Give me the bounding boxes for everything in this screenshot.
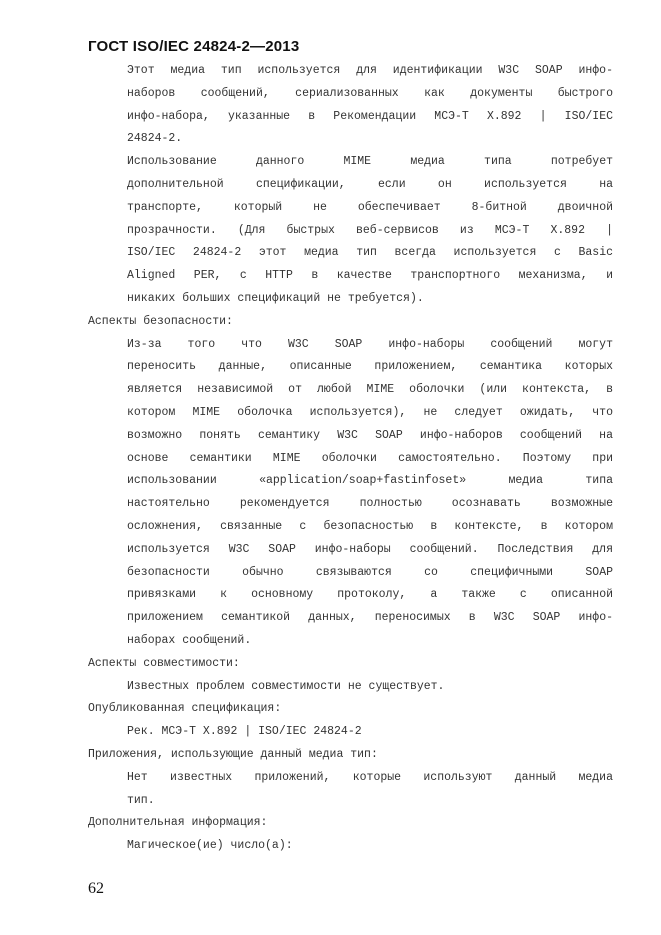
section-heading: Приложения, использующие данный медиа тип: — [88, 748, 378, 761]
body-text-line: тип. — [127, 793, 155, 807]
body-text-line: возможно понять семантику W3C SOAP инфо-наборов сообщений на — [127, 428, 613, 442]
body-text-line: инфо-набора, указанные в Рекомендации МСЭ-Т Х.892 | ISO/IEC — [127, 109, 613, 123]
body-text-line: наборах сообщений. — [127, 634, 252, 647]
body-text-line: ISO/IEC 24824-2 этот медиа тип всегда используется с Basic — [127, 246, 613, 260]
body-text-line: наборов сообщений, сериализованных как документы быстрого — [127, 86, 613, 100]
body-text-line: Aligned PER, с HTTP в качестве транспортного механизма, и — [127, 269, 613, 283]
body-text-line: безопасности обычно связываются со специфичными SOAP — [127, 565, 613, 579]
body-text-line: Использование данного MIME медиа типа потребует — [127, 155, 613, 169]
body-text-line: дополнительной спецификации, если он используется на — [127, 178, 613, 191]
body-text-line: является независимой от любой MIME оболочки (или контекста, в — [127, 383, 613, 397]
body-text-line: использовании «application/soap+fastinfoset» медиа типа — [127, 474, 613, 488]
body-text-line: никаких больших спецификаций не требуется). — [127, 292, 424, 305]
body-text-line: Из-за того что W3C SOAP инфо-наборы сообщений могут — [127, 337, 613, 351]
body-text-line: приложением семантикой данных, переносимых в W3C SOAP инфо- — [127, 611, 613, 625]
body-text-line: Нет известных приложений, которые используют данный медиа — [127, 770, 613, 784]
body-text-line: транспорте, который не обеспечивает 8-битной двоичной — [127, 200, 613, 214]
section-heading: Дополнительная информация: — [88, 816, 268, 830]
body-text-line: Магическое(ие) число(а): — [127, 839, 293, 853]
body-text-line: Рек. МСЭ-Т Х.892 | ISO/IEC 24824-2 — [127, 725, 362, 739]
body-text-line: основе семантики MIME оболочки самостоятельно. Поэтому при — [127, 451, 613, 465]
body-text-line: осложнения, связанные с безопасностью в контексте, в котором — [127, 520, 613, 533]
section-heading: Аспекты совместимости: — [88, 656, 240, 670]
body-text-line: переносить данные, описанные приложением, семантика которых — [127, 360, 613, 374]
body-text-line: котором MIME оболочка используется), не следует ожидать, что — [127, 406, 613, 419]
body-text-line: 24824-2. — [127, 132, 183, 146]
page-header-title: ГОСТ ISO/IEC 24824-2—2013 — [88, 38, 300, 55]
body-text-line: привязками к основному протоколу, а также с описанной — [127, 588, 613, 602]
body-text-line: прозрачности. (Для быстрых веб-сервисов из МСЭ-Т Х.892 | — [127, 223, 613, 237]
body-text-line: используется W3C SOAP инфо-наборы сообщений. Последствия для — [127, 542, 613, 556]
section-heading: Опубликованная спецификация: — [88, 702, 282, 716]
section-heading: Аспекты безопасности: — [88, 314, 233, 328]
body-text-line: Известных проблем совместимости не существует. — [127, 679, 445, 693]
body-text-line: Этот медиа тип используется для идентификации W3C SOAP инфо- — [127, 64, 613, 77]
page-number: 62 — [88, 880, 104, 897]
body-text-line: настоятельно рекомендуется полностью осознавать возможные — [127, 497, 613, 511]
